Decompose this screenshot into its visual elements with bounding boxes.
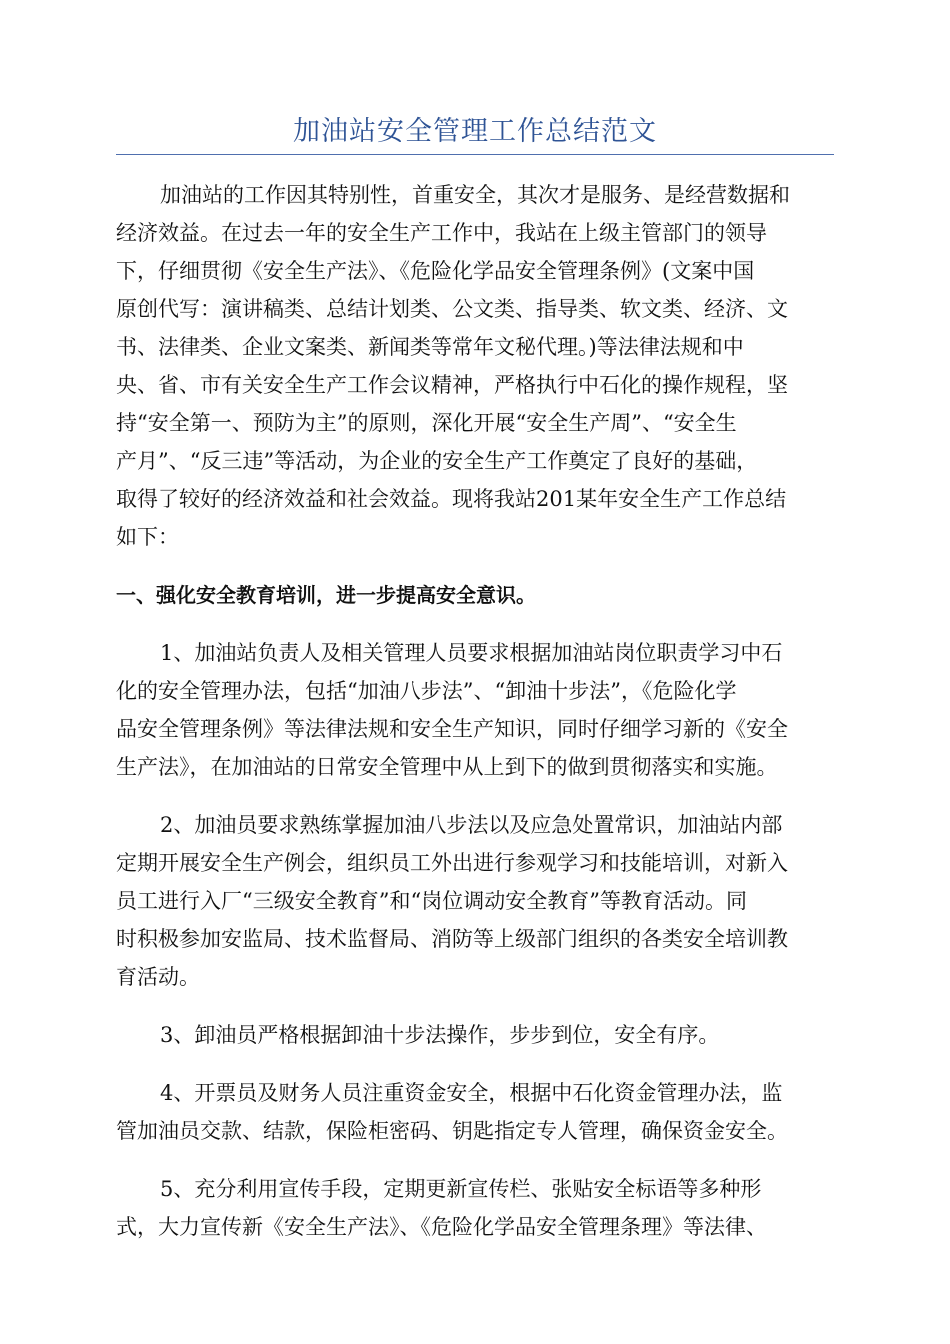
item-paragraph-2	[116, 806, 832, 996]
item-paragraph-5	[116, 1170, 832, 1246]
text-line: 下，仔细贯彻《安全生产法》、《危险化学品安全管理条例》(文案中国	[116, 259, 755, 283]
text-line: 生产法》，在加油站的日常安全管理中从上到下的做到贯彻落实和实施。	[116, 755, 778, 779]
text-line: 2、加油员要求熟练掌握加油八步法以及应急处置常识，加油站内部	[160, 813, 783, 837]
text-line: 4、开票员及财务人员注重资金安全，根据中石化资金管理办法，监	[160, 1081, 783, 1105]
document-title: 加油站安全管理工作总结范文	[293, 116, 657, 147]
item-paragraph-4	[116, 1074, 832, 1150]
text-line: 加油站的工作因其特别性，首重安全，其次才是服务、是经营数据和	[160, 183, 790, 207]
item-paragraph-1	[116, 634, 832, 786]
title-underline	[116, 154, 834, 155]
text-line: 1、加油站负责人及相关管理人员要求根据加油站岗位职责学习中石	[160, 641, 783, 665]
text-line: 如下：	[116, 525, 179, 549]
text-line: 定期开展安全生产例会，组织员工外出进行参观学习和技能培训，对新入	[116, 851, 788, 875]
text-line: 式，大力宣传新《安全生产法》、《危险化学品安全管理条理》等法律、	[116, 1215, 767, 1239]
text-line: 员工进行入厂“三级安全教育”和“岗位调动安全教育”等教育活动。同	[116, 889, 747, 913]
text-line: 书、法律类、企业文案类、新闻类等常年文秘代理。)等法律法规和中	[116, 335, 744, 359]
text-line: 时积极参加安监局、技术监督局、消防等上级部门组织的各类安全培训教	[116, 927, 788, 951]
section-heading: 一、强化安全教育培训，进一步提高安全意识。	[116, 583, 536, 607]
intro-paragraph	[116, 176, 832, 556]
text-line: 育活动。	[116, 965, 200, 989]
document-body	[116, 176, 832, 1246]
text-line: 持“安全第一、预防为主”的原则，深化开展“安全生产周”、“安全生	[116, 411, 737, 435]
text-line: 产月”、“反三违”等活动，为企业的安全生产工作奠定了良好的基础，	[116, 449, 758, 473]
text-line: 品安全管理条例》等法律法规和安全生产知识，同时仔细学习新的《安全	[116, 717, 788, 741]
text-line: 央、省、市有关安全生产工作会议精神，严格执行中石化的操作规程，坚	[116, 373, 788, 397]
text-line: 经济效益。在过去一年的安全生产工作中，我站在上级主管部门的领导	[116, 221, 767, 245]
text-line: 原创代写：演讲稿类、总结计划类、公文类、指导类、软文类、经济、文	[116, 297, 788, 321]
text-line: 3、卸油员严格根据卸油十步法操作，步步到位，安全有序。	[160, 1023, 720, 1047]
text-line: 取得了较好的经济效益和社会效益。现将我站201某年安全生产工作总结	[116, 487, 787, 511]
text-line: 管加油员交款、结款，保险柜密码、钥匙指定专人管理，确保资金安全。	[116, 1119, 788, 1143]
text-line: 5、充分利用宣传手段，定期更新宣传栏、张贴安全标语等多种形	[160, 1177, 762, 1201]
item-paragraph-3	[116, 1016, 832, 1054]
text-line: 化的安全管理办法，包括“加油八步法”、“卸油十步法”，《危险化学	[116, 679, 737, 703]
